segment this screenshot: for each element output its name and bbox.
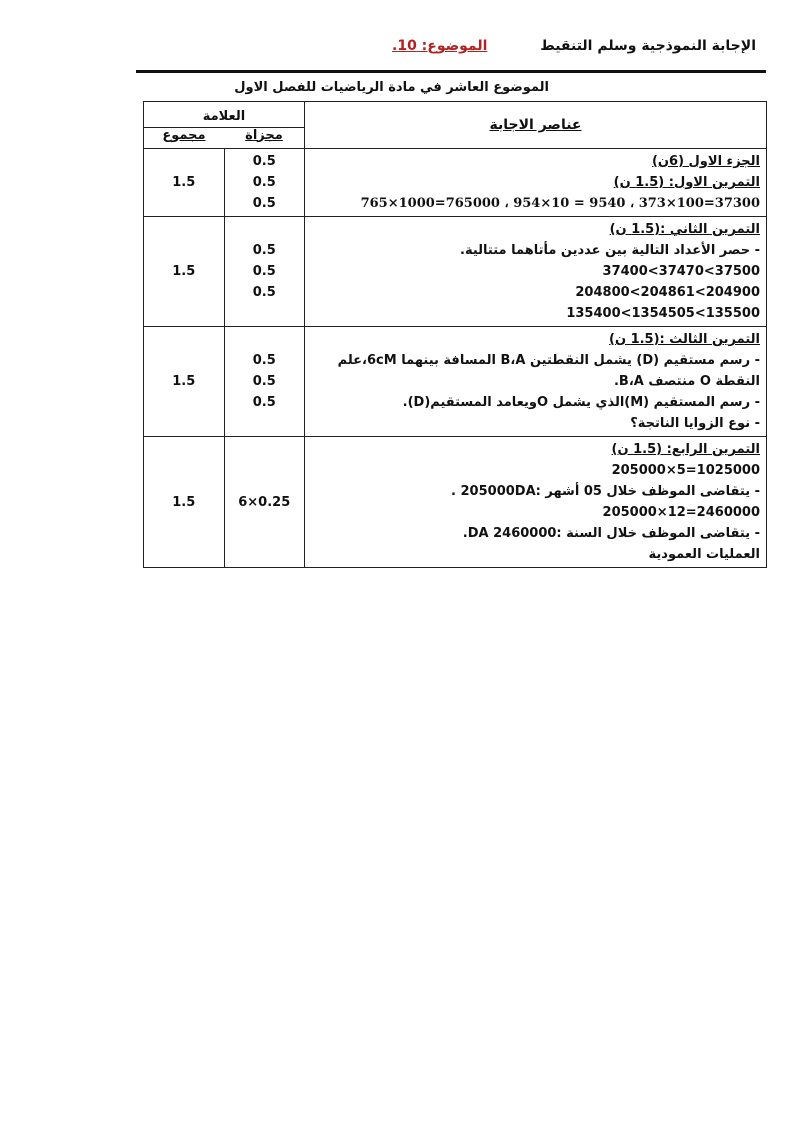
grade-header: العلامة [144,108,304,128]
total-cell: 1.5 [144,327,225,437]
total-header: مجموع [162,127,206,143]
answer-table [143,101,767,568]
answer-cell [305,327,767,437]
answer-line: 204800<204861<204900 [575,285,760,300]
table-row [144,437,767,568]
answer-line: 765×1000=765000 ، 954×10 = 9540 ، 373×100=37300 [360,196,760,211]
total-cell: 1.5 [144,149,225,217]
parts-cell [224,217,305,327]
answer-line: - حصر الأعداد التالية بين عددين مأتاهما متتالية. [460,243,760,258]
answer-line: 135400<1354505<135500 [566,306,760,321]
answer-line: النقطة O منتصف B،A. [613,374,760,389]
answer-line: - نوع الزوايا الناتجة؟ [630,416,760,431]
part-value: 0.5 [252,196,276,211]
answer-line: - رسم مستقيم (D) يشمل النقطتين B،A المسافة بينهما 6cM،علم [337,353,760,368]
answer-header: عناصر الاجابة [489,117,582,133]
part-value: 0.5 [252,285,276,300]
total-cell: 1.5 [144,217,225,327]
part-header: مجزاة [245,127,283,143]
part-value: 6×0.25 [238,494,291,510]
parts-cell [224,437,305,568]
part-value: 0.5 [252,395,276,410]
part-title: الجزء الاول (6ن) [651,154,760,169]
answer-line: 205000×5=1025000 [611,463,760,478]
document-title: الإجابة النموذجية وسلم التنقيط [540,38,756,54]
answer-line: 37400<37470<37500 [602,264,760,279]
table-header-row [144,102,767,149]
part-value: 0.5 [252,175,276,190]
answer-line: 205000×12=2460000 [602,505,760,520]
exercise-title: التمرين الثاني :(1.5 ن) [609,222,760,237]
parts-cell [224,327,305,437]
header-divider [136,70,766,73]
grade-header-cell [144,102,305,149]
answer-cell [305,437,767,568]
answer-line: - يتقاضى الموظف خلال السنة :DA 2460000. [462,526,760,541]
part-value: 0.5 [252,353,276,368]
table-row [144,217,767,327]
part-value: 0.5 [252,374,276,389]
answer-header-cell [305,102,767,149]
document-subtitle: الموضوع العاشر في مادة الرياضيات للفصل الاول [234,80,549,95]
exercise-title: التمرين الرابع: (1.5 ن) [611,442,760,457]
table-row [144,149,767,217]
table-row [144,327,767,437]
exercise-title: التمرين الثالث :(1.5 ن) [609,332,760,347]
subject-number: الموضوع: 10. [392,38,488,54]
answer-line: - يتقاضى الموظف خلال 05 أشهر :205000DA . [451,484,760,499]
answer-line: - رسم المستقيم (M)الذي يشمل Oويعامد المستقيم(D). [402,395,760,410]
part-value: 0.5 [252,264,276,279]
answer-cell [305,217,767,327]
answer-cell [305,149,767,217]
total-cell: 1.5 [144,437,225,568]
part-value: 0.5 [252,154,276,169]
answer-line: العمليات العمودية [648,547,760,562]
exercise-title: التمرين الاول: (1.5 ن) [613,175,760,190]
part-value: 0.5 [252,243,276,258]
parts-cell [224,149,305,217]
